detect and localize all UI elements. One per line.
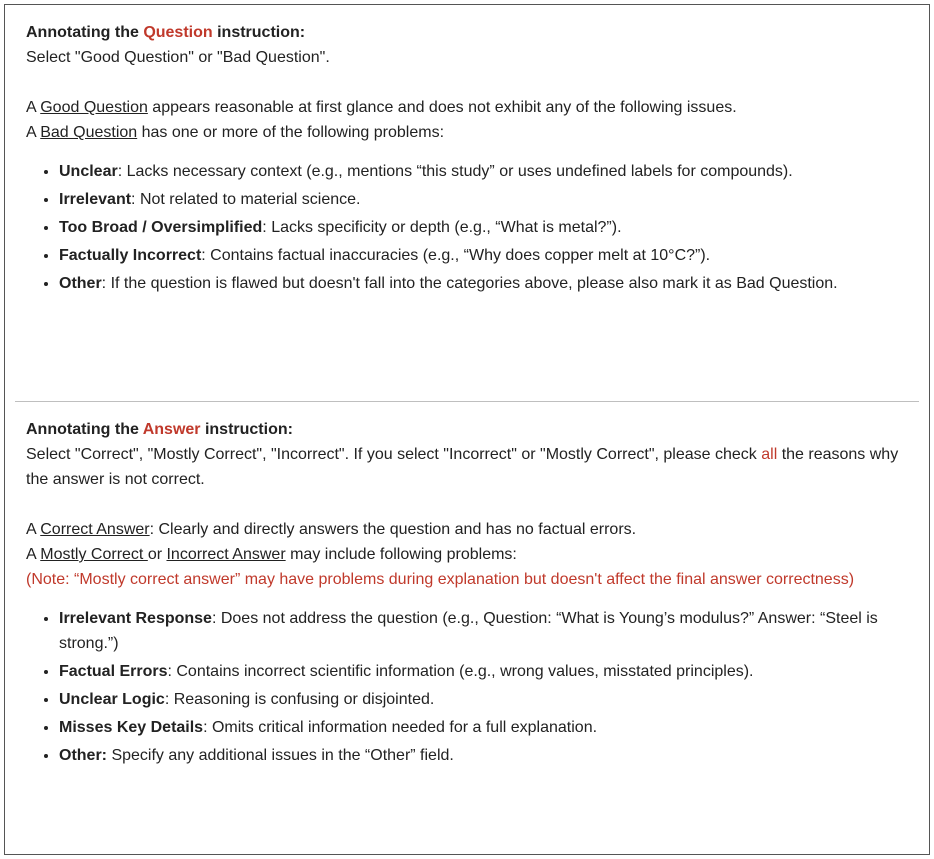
list-item (59, 715, 915, 743)
list-item-term: Factual Errors (59, 663, 168, 680)
question-select-line: Select "Good Question" or "Bad Question". (26, 49, 330, 66)
answer-select-pre: Select "Correct", "Mostly Correct", "Incorrect". If you select "Incorrect" or "Mostly Correct", please check (26, 446, 762, 463)
list-item-term: Irrelevant (59, 191, 132, 208)
list-item (59, 187, 915, 215)
question-problem-list (26, 159, 915, 299)
bad-question-pre: A (26, 124, 41, 141)
list-item-text: : Contains incorrect scientific information (e.g., wrong values, misstated principles). (167, 663, 754, 680)
list-item-text: : Contains factual inaccuracies (e.g., “Why does copper melt at 10°C?”). (201, 247, 711, 264)
mostly-incorrect-definition (26, 542, 915, 567)
answer-heading-post: instruction: (200, 421, 293, 438)
question-heading-pre: Annotating the (26, 24, 144, 41)
list-item-text: : Reasoning is confusing or disjointed. (164, 691, 435, 708)
mostly-answer-post: may include following problems: (285, 546, 517, 563)
list-item-term: Misses Key Details (59, 719, 204, 736)
good-question-post: appears reasonable at first glance and does not exhibit any of the following issues. (147, 99, 737, 116)
answer-heading-pre: Annotating the (26, 421, 143, 438)
answer-select-line (26, 442, 915, 492)
answer-heading-accent: Answer (142, 421, 201, 438)
question-section (26, 20, 915, 299)
list-item-text: : Lacks specificity or depth (e.g., “What is metal?”). (262, 219, 622, 236)
bad-question-post: has one or more of the following problems: (137, 124, 445, 141)
list-item (59, 606, 915, 659)
answer-note: (Note: “Mostly correct answer” may have problems during explanation but doesn't affect the final answer correctness) (26, 571, 855, 588)
list-item-text: : Not related to material science. (131, 191, 361, 208)
section-divider (15, 401, 919, 402)
correct-answer-term: Correct Answer (40, 521, 150, 538)
list-item-text: : If the question is flawed but doesn't fall into the categories above, please also mark it as Bad Question. (101, 275, 838, 292)
mostly-answer-pre: A (26, 546, 41, 563)
instruction-panel (4, 4, 930, 855)
list-item-term: Unclear (59, 163, 118, 180)
list-item (59, 659, 915, 687)
list-item (59, 687, 915, 715)
list-item-term: Other (59, 275, 102, 292)
list-item (59, 271, 915, 299)
correct-answer-post: : Clearly and directly answers the question and has no factual errors. (149, 521, 637, 538)
mostly-answer-mid: or (147, 546, 167, 563)
list-item (59, 243, 915, 271)
bad-question-term: Bad Question (40, 124, 138, 141)
list-item-term: Factually Incorrect (59, 247, 202, 264)
correct-answer-pre: A (26, 521, 41, 538)
bad-question-definition (26, 120, 915, 145)
list-item-term: Irrelevant Response (59, 610, 212, 627)
correct-answer-definition (26, 517, 915, 542)
good-question-pre: A (26, 99, 41, 116)
question-heading-accent: Question (143, 24, 213, 41)
incorrect-answer-term: Incorrect Answer (166, 546, 286, 563)
mostly-correct-term: Mostly Correct (40, 546, 148, 563)
answer-section (26, 417, 915, 771)
answer-select-accent: all (761, 446, 778, 463)
question-heading (26, 20, 915, 45)
list-item (59, 215, 915, 243)
list-item-term: Too Broad / Oversimplified (59, 219, 263, 236)
list-item (59, 159, 915, 187)
good-question-definition (26, 95, 915, 120)
answer-heading (26, 417, 915, 442)
list-item-text: : Does not address the question (e.g., Question: “What is Young’s modulus?” Answer: “Steel is strong.”) (59, 610, 878, 652)
list-item (59, 743, 915, 771)
list-item-text: : Lacks necessary context (e.g., mentions “this study” or uses undefined labels for compounds). (117, 163, 793, 180)
answer-problem-list (26, 606, 915, 771)
list-item-term: Other: (59, 747, 107, 764)
answer-select-post: the reasons why the answer is not correct. (26, 446, 899, 488)
good-question-term: Good Question (40, 99, 148, 116)
list-item-text: Specify any additional issues in the “Other” field. (107, 747, 454, 764)
list-item-term: Unclear Logic (59, 691, 165, 708)
list-item-text: : Omits critical information needed for a full explanation. (203, 719, 598, 736)
question-heading-post: instruction: (212, 24, 306, 41)
